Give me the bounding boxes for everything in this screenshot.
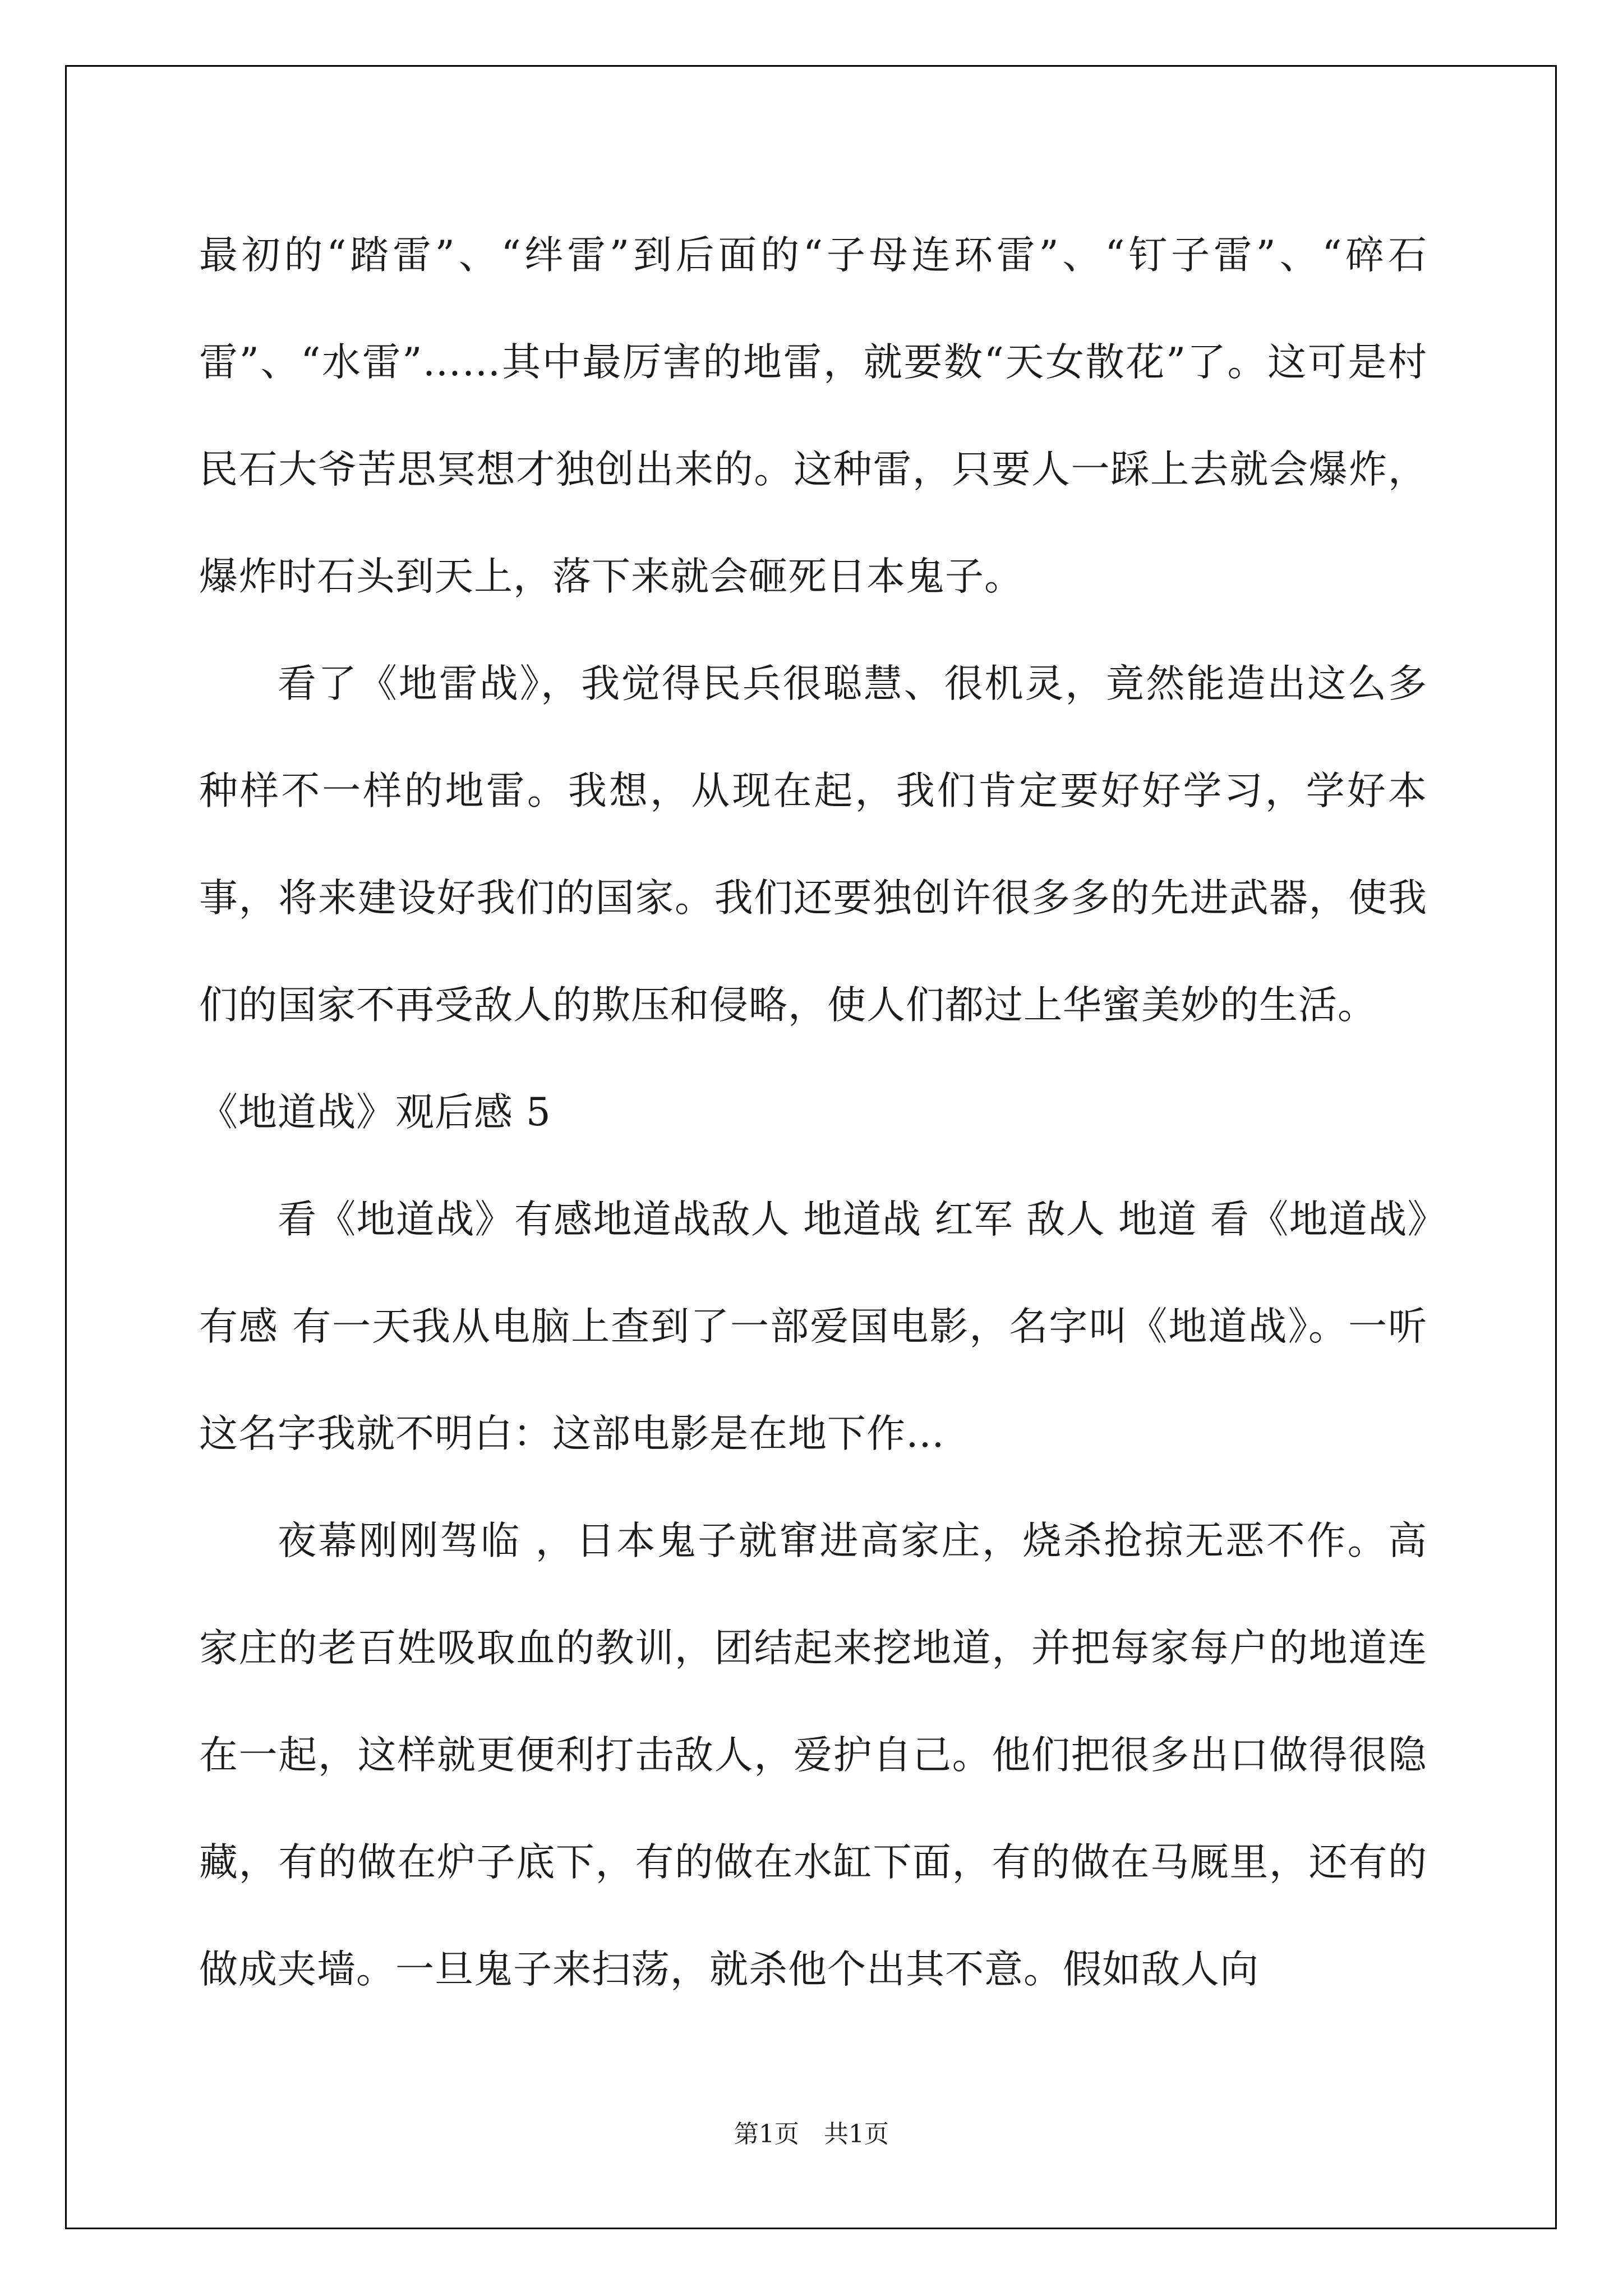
paragraph-landmine-reflection: 看了《地雷战》，我觉得民兵很聪慧、很机灵，竟然能造出这么多种样不一样的地雷。我想，从现在起，我们肯定要好好学习，学好本事，将来建设好我们的国家。我们还要独创许很多多的先进武器，使我们的国家不再受敌人的欺压和侵略，使人们都过上华蜜美妙的生活。	[199, 661, 1427, 1028]
document-body	[199, 202, 1427, 2023]
paragraph-continuation: 最初的“踏雷”、“绊雷”到后面的“子母连环雷”、“钉子雷”、“碎石雷”、“水雷”……其中最厉害的地雷，就要数“天女散花”了。这可是村民石大爷苦思冥想才独创出来的。这种雷，只要人一踩上去就会爆炸，爆炸时石头到天上，落下来就会砸死日本鬼子。	[199, 233, 1427, 599]
page-footer	[0, 2118, 1623, 2151]
section-title: 《地道战》观后感 5	[199, 1090, 551, 1135]
paragraph-tunnel-intro: 看《地道战》有感地道战敌人 地道战 红军 敌人 地道 看《地道战》有感 有一天我从电脑上查到了一部爱国电影，名字叫《地道战》。一听这名字我就不明白：这部电影是在地下作…	[199, 1197, 1427, 1456]
page-number: 第1页	[734, 2120, 799, 2148]
paragraph-tunnel-story: 夜幕刚刚驾临 ，日本鬼子就窜进高家庄，烧杀抢掠无恶不作。高家庄的老百姓吸取血的教训，团结起来挖地道，并把每家每户的地道连在一起，这样就更便利打击敌人，爱护自己。他们把很多出口做得很隐藏，有的做在炉子底下，有的做在水缸下面，有的做在马厩里，还有的做成夹墙。一旦鬼子来扫荡，就杀他个出其不意。假如敌人向	[199, 1519, 1427, 1992]
page-total: 共1页	[824, 2120, 889, 2148]
